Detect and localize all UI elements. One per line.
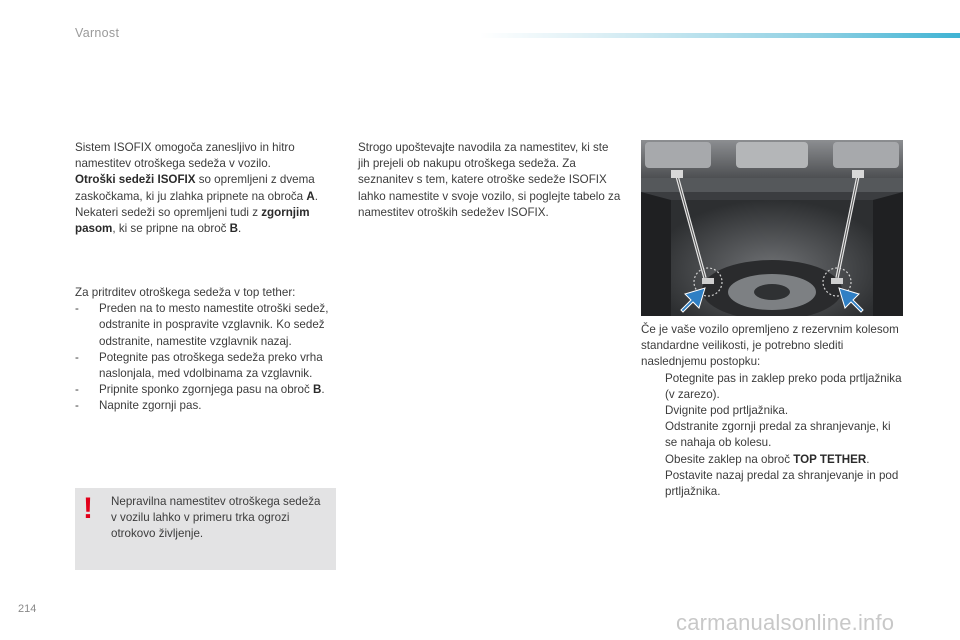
watermark: carmanualsonline.info [676, 610, 895, 635]
trunk-illustration [641, 140, 903, 316]
list-item: - Potegnite pas otroškega sedeža preko vrha naslonjala, med vdolbinama za vzglavnik. [75, 350, 323, 381]
list-item: Postavite nazaj predal za shranjevanje in pod prtljažnika. [665, 468, 899, 499]
isofix-intro [75, 140, 340, 237]
intro-line-1: Sistem ISOFIX omogoča zanesljivo in hitro namestitev otroškega sedeža v vozilo. [75, 141, 295, 171]
page-number: 214 [18, 603, 37, 615]
list-item: Potegnite pas in zaklep preko poda prtljažnika (v zarezo). [665, 371, 902, 401]
list-item: - Napnite zgornji pas. [75, 399, 202, 413]
installation-note [358, 140, 623, 221]
procedure-steps [641, 371, 906, 501]
installation-note-text: Strogo upoštevajte navodila za namestitev, ki ste jih prejeli ob nakupu otroškega sedeža. Za seznanitev s tem, katere otroške sedeže ISOFIX lahko namestite v svoje vozilo, si poglejte tabelo za namestitev otroških sedežev ISOFIX. [358, 141, 621, 219]
list-item: Odstranite zgornji predal za shranjevanje, ki se nahaja ob kolesu. [665, 420, 891, 450]
tether-steps [75, 301, 340, 414]
tether-heading: Za pritrditev otroškega sedeža v top tether: [75, 286, 296, 299]
list-item: - Pripnite sponko zgornjega pasu na obroč B. [75, 383, 325, 397]
list-item: Obesite zaklep na obroč TOP TETHER. [665, 452, 870, 466]
header-accent-bar [480, 33, 960, 38]
spare-wheel-procedure [641, 322, 906, 500]
warning-icon: ! [83, 492, 93, 525]
section-title: Varnost [75, 26, 120, 40]
procedure-intro: Če je vaše vozilo opremljeno z rezervnim kolesom standardne veilikosti, je potrebno slediti naslednjemu postopku: [641, 323, 899, 369]
warning-text: Nepravilna namestitev otroškega sedeža v vozilu lahko v primeru trka ogrozi otrokovo življenje. [111, 495, 321, 541]
top-tether-instructions [75, 285, 340, 415]
list-item: Dvignite pod prtljažnika. [665, 404, 789, 418]
intro-line-2: Otroški sedeži ISOFIX so opremljeni z dvema zaskočkama, ki ju zlahka pripnete na obroča A. [75, 173, 318, 203]
list-item: - Preden na to mesto namestite otroški sedež, odstranite in pospravite vzglavnik. Ko sedež odstranite, namestite vzglavnik nazaj. [75, 302, 329, 348]
trunk-photo [641, 140, 903, 316]
intro-line-3: Nekateri sedeži so opremljeni tudi z zgornjim pasom, ki se pripne na obroč B. [75, 205, 310, 236]
warning-box [75, 488, 336, 570]
